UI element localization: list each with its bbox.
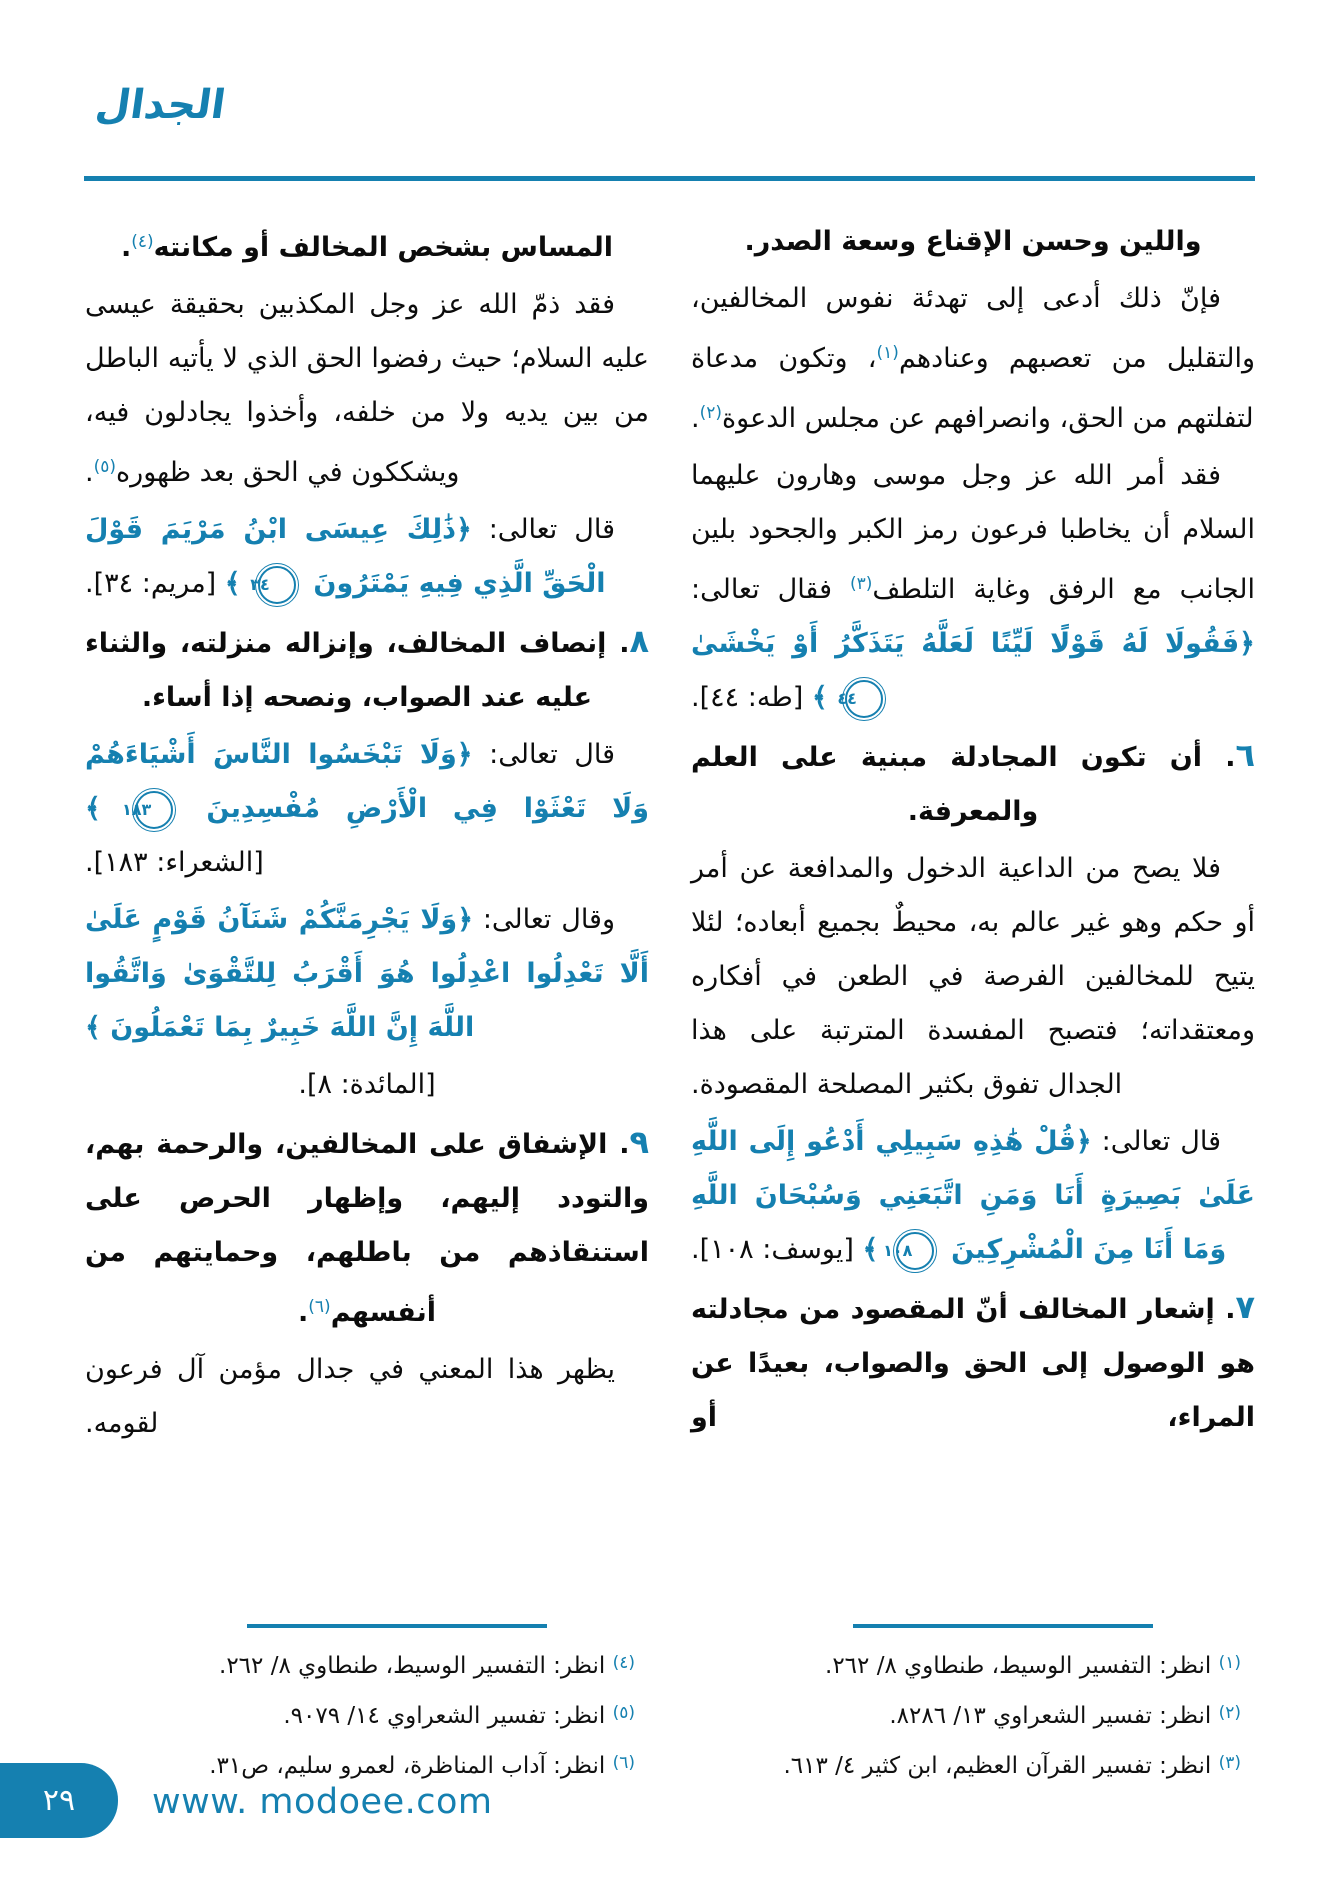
column-right-body: [691, 212, 1255, 1448]
footnote-marker: (٦): [308, 1297, 331, 1317]
verse-number-medallion: ٣٤: [258, 566, 296, 604]
verse-number-medallion: ١٨٣: [135, 791, 173, 829]
quran-verse-text: ﴿قُلْ هَٰذِهِ سَبِيلِي أَدْعُو إِلَى اللَّهِ عَلَىٰ بَصِيرَةٍ أَنَا وَمَنِ اتَّبَعَنِي وَسُبْحَانَ اللَّهِ وَمَا أَنَا مِنَ الْمُشْرِكِينَ: [691, 1126, 1255, 1265]
text-run: .: [691, 403, 700, 434]
item-number: ٦: [1235, 736, 1255, 774]
quran-verse-text: ﴿ذَٰلِكَ عِيسَى ابْنُ مَرْيَمَ قَوْلَ الْحَقِّ الَّذِي فِيهِ يَمْتَرُونَ: [85, 514, 606, 599]
quran-verse-text: ﴾: [862, 1234, 888, 1265]
footnote-4: [85, 1640, 635, 1690]
paragraph: [85, 1343, 649, 1451]
footnote-list: [85, 1640, 635, 1790]
lead-bold-line: [691, 215, 1255, 269]
text-run: قال تعالى:: [472, 739, 616, 770]
footnote-5: [85, 1690, 635, 1740]
item-number: ٩: [629, 1123, 649, 1161]
quran-verse-text: ﴾: [224, 568, 251, 599]
footnote-3: [691, 1740, 1241, 1790]
text-run: . إنصاف المخالف، وإنزاله منزلته، والثناء عليه عند الصواب، ونصحه إذا أساء.: [85, 628, 630, 713]
footnote-marker: (٣): [850, 574, 873, 594]
text-run: فقد ذمّ الله عز وجل المكذبين بحقيقة عيسى عليه السلام؛ حيث رفضوا الحق الذي لا يأتيه الباطل من بين يديه ولا من خلفه، وأخذوا يجادلون فيه، ويشككون في الحق بعد ظهوره: [85, 289, 649, 488]
footnote-marker: (٤): [131, 232, 154, 252]
text-run: فقد أمر الله عز وجل موسى وهارون عليهما السلام أن يخاطبا فرعون رمز الكبر والجحود بلين الجانب مع الرفق وغاية التلطف: [691, 460, 1255, 605]
text-run: انظر: تفسير الشعراوي ١٤/ ٩٠٧٩.: [283, 1703, 613, 1729]
quran-verse-text: ﴾: [811, 682, 838, 713]
text-run: انظر: تفسير القرآن العظيم، ابن كثير ٤/ ٦١٣.: [783, 1753, 1219, 1779]
paragraph-with-verse: [85, 893, 649, 1055]
footnote-marker: (١): [876, 343, 899, 363]
column-left: [85, 212, 649, 1794]
text-run: قال تعالى:: [1091, 1126, 1221, 1157]
column-right: [691, 212, 1255, 1794]
paragraph-with-verse: [691, 449, 1255, 725]
text-run: انظر: آداب المناظرة، لعمرو سليم، ص٣١.: [209, 1753, 613, 1779]
column-left-body: [85, 212, 649, 1454]
verse-number-medallion: ٤٤: [845, 680, 883, 718]
page-number-badge: [0, 1763, 118, 1838]
footnote-marker: (٤): [612, 1653, 635, 1673]
paragraph: [691, 842, 1255, 1112]
page-header-title: الجدال: [92, 82, 229, 128]
lead-bold-continuation: [85, 215, 649, 275]
footnote-marker: (٦): [612, 1753, 635, 1773]
footnote-separator: [247, 1624, 547, 1628]
verse-reference: [المائدة: ٨].: [298, 1069, 436, 1100]
footnote-marker: (٥): [612, 1703, 635, 1723]
footnote-marker: (١): [1218, 1653, 1241, 1673]
header-rule: [84, 176, 1255, 181]
verse-reference-line: [85, 1058, 649, 1112]
quran-verse-text: ﴿وَلَا يَجْرِمَنَّكُمْ شَنَآنُ قَوْمٍ عَلَىٰ أَلَّا تَعْدِلُوا اعْدِلُوا هُوَ أَقْرَبُ لِلتَّقْوَىٰ وَاتَّقُوا اللَّهَ إِنَّ اللَّهَ خَبِيرٌ بِمَا تَعْمَلُونَ ﴾: [85, 904, 649, 1043]
text-run: . أن تكون المجادلة مبنية على العلم والمعرفة.: [691, 742, 1236, 827]
item-number: ٨: [629, 622, 649, 660]
text-run: . الإشفاق على المخالفين، والرحمة بهم، والتودد إليهم، وإظهار الحرص على استنقاذهم من باطلهم، وحمايتهم من أنفسهم: [85, 1129, 649, 1328]
text-run: .: [85, 457, 94, 488]
quran-verse-text: ﴿فَقُولَا لَهُ قَوْلًا لَيِّنًا لَعَلَّهُ يَتَذَكَّرُ أَوْ يَخْشَىٰ: [691, 628, 1255, 659]
paragraph: [85, 278, 649, 500]
page-number: ٢٩: [42, 1783, 76, 1818]
verse-reference: [مريم: ٣٤].: [85, 568, 225, 599]
text-run: يظهر هذا المعني في جدال مؤمن آل فرعون لقومه.: [85, 1354, 615, 1439]
verse-reference: [يوسف: ١٠٨].: [691, 1234, 863, 1265]
footnote-separator: [853, 1624, 1153, 1628]
text-run: وقال تعالى:: [473, 904, 615, 935]
text-run: . إشعار المخالف أنّ المقصود من مجادلته هو الوصول إلى الحق والصواب، بعيدًا عن المراء، أو: [691, 1294, 1255, 1433]
footnote-marker: (٥): [93, 457, 117, 477]
verse-reference: [طه: ٤٤].: [691, 682, 812, 713]
footnote-list: [691, 1640, 1241, 1790]
text-run: ، وتكون مدعاة لتفلتهم من الحق، وانصرافهم عن مجلس الدعوة: [691, 343, 1254, 434]
quran-verse-text: ﴾: [85, 793, 127, 824]
text-run: فلا يصح من الداعية الدخول والمدافعة عن أمر أو حكم وهو غير عالم به، محيطٌ بجميع أبعاده؛ لئلا يتيح للمخالفين الفرصة في الطعن في أفكاره ومعتقداته؛ فتصبح المفسدة المترتبة على هذا الجدال تفوق بكثير المصلحة المقصودة.: [691, 853, 1255, 1100]
page-body: [84, 212, 1255, 1794]
footnote-marker: (٢): [699, 403, 723, 423]
paragraph-with-verse: [85, 728, 649, 890]
verse-reference: [الشعراء: ١٨٣].: [85, 847, 264, 878]
numbered-item-7: [691, 1280, 1255, 1445]
verse-number-medallion: ١٠٨: [896, 1232, 934, 1270]
text-run: واللين وحسن الإقناع وسعة الصدر.: [744, 226, 1202, 257]
footnote-2: [691, 1690, 1241, 1740]
column-left-footnotes: [85, 1624, 649, 1794]
footnote-1: [691, 1640, 1241, 1690]
text-run: فقال تعالى:: [691, 574, 850, 605]
numbered-item-6: [691, 728, 1255, 839]
numbered-item-8: [85, 614, 649, 725]
text-run: انظر: تفسير الشعراوي ١٣/ ٨٢٨٦.: [889, 1703, 1219, 1729]
numbered-item-9: [85, 1115, 649, 1340]
text-run: .: [120, 232, 132, 263]
text-run: انظر: التفسير الوسيط، طنطاوي ٨/ ٢٦٢.: [219, 1653, 613, 1679]
text-run: .: [298, 1297, 309, 1328]
text-run: انظر: التفسير الوسيط، طنطاوي ٨/ ٢٦٢.: [825, 1653, 1219, 1679]
website-link[interactable]: www. modoee.com: [152, 1782, 493, 1822]
item-number: ٧: [1235, 1288, 1255, 1326]
quran-verse-text: ﴿وَلَا تَبْخَسُوا النَّاسَ أَشْيَاءَهُمْ وَلَا تَعْثَوْا فِي الْأَرْضِ مُفْسِدِينَ: [85, 739, 649, 824]
column-right-footnotes: [691, 1624, 1255, 1794]
paragraph: [691, 272, 1255, 446]
text-run: المساس بشخص المخالف أو مكانته: [153, 232, 614, 263]
paragraph-with-verse: [691, 1115, 1255, 1277]
text-run: فإنّ ذلك أدعى إلى تهدئة نفوس المخالفين، والتقليل من تعصبهم وعنادهم: [691, 283, 1255, 374]
footnote-marker: (٣): [1218, 1753, 1241, 1773]
paragraph-with-verse: [85, 503, 649, 611]
footnote-marker: (٢): [1218, 1703, 1241, 1723]
text-run: قال تعالى:: [471, 514, 615, 545]
